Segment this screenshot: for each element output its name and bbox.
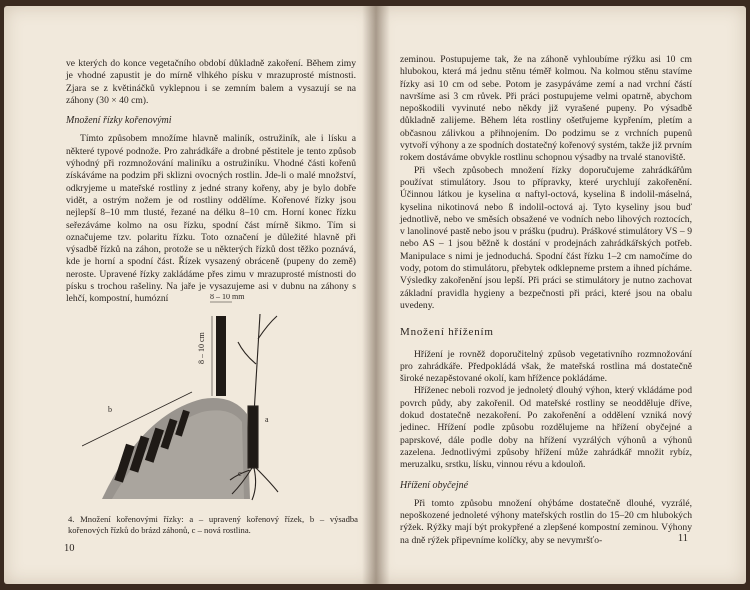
left-page-text [66,58,356,306]
prepared-cutting [210,302,232,396]
right-section-paragraph-1: Hřížení je rovněž doporučitelný způsob vegetativního rozmnožování pro zahrádkáře. Předpokládá však, že mateřská rostlina má dostatečně široké nezapěstované okolí, kam hřížence pokládáme. [400,348,692,385]
figure-caption: 4. Množení kořenovými řízky: a – upravený kořenový řízek, b – výsadba kořenových řízků do brázd záhonů, c – nová rostlina. [68,514,358,535]
right-page [376,6,746,584]
right-subheading: Hřížení obyčejné [400,479,469,491]
dimension-top-label: 8 – 10 mm [210,294,245,301]
left-page [4,6,376,584]
right-sub-paragraph: Při tomto způsobu množení ohýbáme dostatečně dlouhé, vyzrálé, nepoškozené jednoleté výhony mateřských rostlin do 15–20 cm hlubokých rýžek. Rýžky mají být prokypřené a zlepšené kompostní zeminou. Výhony na dně rýžek připevníme kolíčky, aby se nevymršťo- [400,497,692,546]
label-c: c [238,469,242,478]
left-gutter-shadow [362,6,376,584]
page-number-right: 11 [677,533,688,544]
left-body-paragraph: Tímto způsobem množíme hlavně maliník, ostružiník, ale i lísku a některé typové podnože. Pro zahrádkáře a drobné pěstitele je tento způsob výhodný při rozmnožování maliníku a ostružiníku. Vhodné části kořenů získáváme na podzim při sklizni ovocných rostlin. Jde-li o malé množství, odkryjeme u mateřské rostliny z jedné strany kořeny, aby je bylo dobře vidět, a ostrým nožem je od rostliny oddělíme. Kořenové řízky jsou nejlepší 8–10 mm tlusté, řezané na délku 8–10 cm. Horní konec řízku seřezáváme kolmo na osu řízku, spodní část mírně šikmo. Tím si označujeme tzv. polaritu řízku. Toto označení je důležité hlavně při výsadbě řízků na záhon, protože se u některých řízků dost těžko poznává, kde je horní a spodní část. Řízek vysazený obráceně (pupeny do země) neroste. Upravené řízky zakládáme přes zimu v mrazuprosté místnosti do písku s trochou rašeliny. Na jaře je vysazujeme asi v dubnu na záhony s lehčí, kompostní, humózní [66,133,356,305]
left-paragraph-1: ve kterých do konce vegetačního období důkladně zakoření. Během zimy je vhodné zapustit je do mírně vlhkého písku v mrazuprosté místnosti. Zjara se z květináčků vyklepnou i se zemním balem a vysazují se na záhony (30 × 40 cm). [66,58,356,106]
right-gutter-shadow [376,6,390,584]
label-b: b [108,405,112,414]
right-paragraph-2: Při všech způsobech množení řízky doporučujeme zahrádkářům používat stimulátory. Jsou to přípravky, které urychlují zakořenění. Účinnou látkou je kyselina α naftyl-octová, kyselina ß indolil-máselná, kyselina nikotinová nebo ß indolil-octová aj. Tyto kyseliny jsou buď jednotlivě, nebo ve směsích obsažené ve vodních nebo lihových roztocích, v lanolinové pastě nebo jsou v prášku (pudru). Práškové stimulátory VS – 9 nebo AS – 1 jsou běžně k dostání v prodejnách zahrádkářských potřeb. Manipulace s nimi je jednoduchá. Spodní část řízku 1–2 cm namočíme do vody, potom do stimulátoru, přebytek odklepneme prstem a ihned pícháme. Výsledky zakořenění jsou lepší. Při práci se stimulátory je nutno zachovat základní pravidla hygieny a bezpečnosti při práci, které jsou na obalu uvedeny. [400,164,692,311]
root-cutting-illustration [82,294,282,506]
open-book [4,6,746,584]
left-section-heading: Množení řízky kořenovými [66,115,172,127]
right-paragraph-1: zeminou. Postupujeme tak, že na záhoně vyhloubíme rýžku asi 10 cm hlubokou, která má jednu stěnu téměř kolmou. Na kolmou stěnu stavíme řízky asi 10 cm od sebe. Potom je zasypáváme zemí a nad vrchní částí navršíme asi 3 cm růvek. Při práci postupujeme velmi opatrně, abychom nepoškodili vyvinuté nebo někdy již vyrašené pupeny. Po výsadbě důkladně zalijeme. Během léta rostliny ošetřujeme kypřením, pletím a občasnou zálivkou a přihnojením. Do podzimu se z vrchních pupenů vytvoří výhony a ze spodních dostatečný kořenový systém, takže již prvním rokem dostáváme obvykle rostlinu schopnou výsadby na trvalé stanoviště. [400,54,692,164]
label-a: a [265,415,269,424]
right-page-text [400,54,692,547]
page-number-left: 10 [64,543,75,554]
right-section-heading: Množení hřížením [400,326,494,339]
dimension-side-label: 8 – 10 cm [197,332,206,364]
right-section-paragraph-2: Hříženec neboli rozvod je jednoletý dlouhý výhon, který vkládáme pod povrch půdy, aby zakořenil. Od mateřské rostliny se neodděluje dříve, dokud dostatečně nezakoření. Po zakořenění a oddělení vzniká nový jedinec. Hřížení podle způsobu rozdělujeme na hřížení obyčejné a paprskové, dále podle doby na hřížení vyzrálých výhonů a výhonů zazelena. Jednotlivými způsoby hřížení může zahrádkář množit rybíz, meruzalku, srstku, lísku, vinnou révu a kdouloň. [400,385,692,471]
